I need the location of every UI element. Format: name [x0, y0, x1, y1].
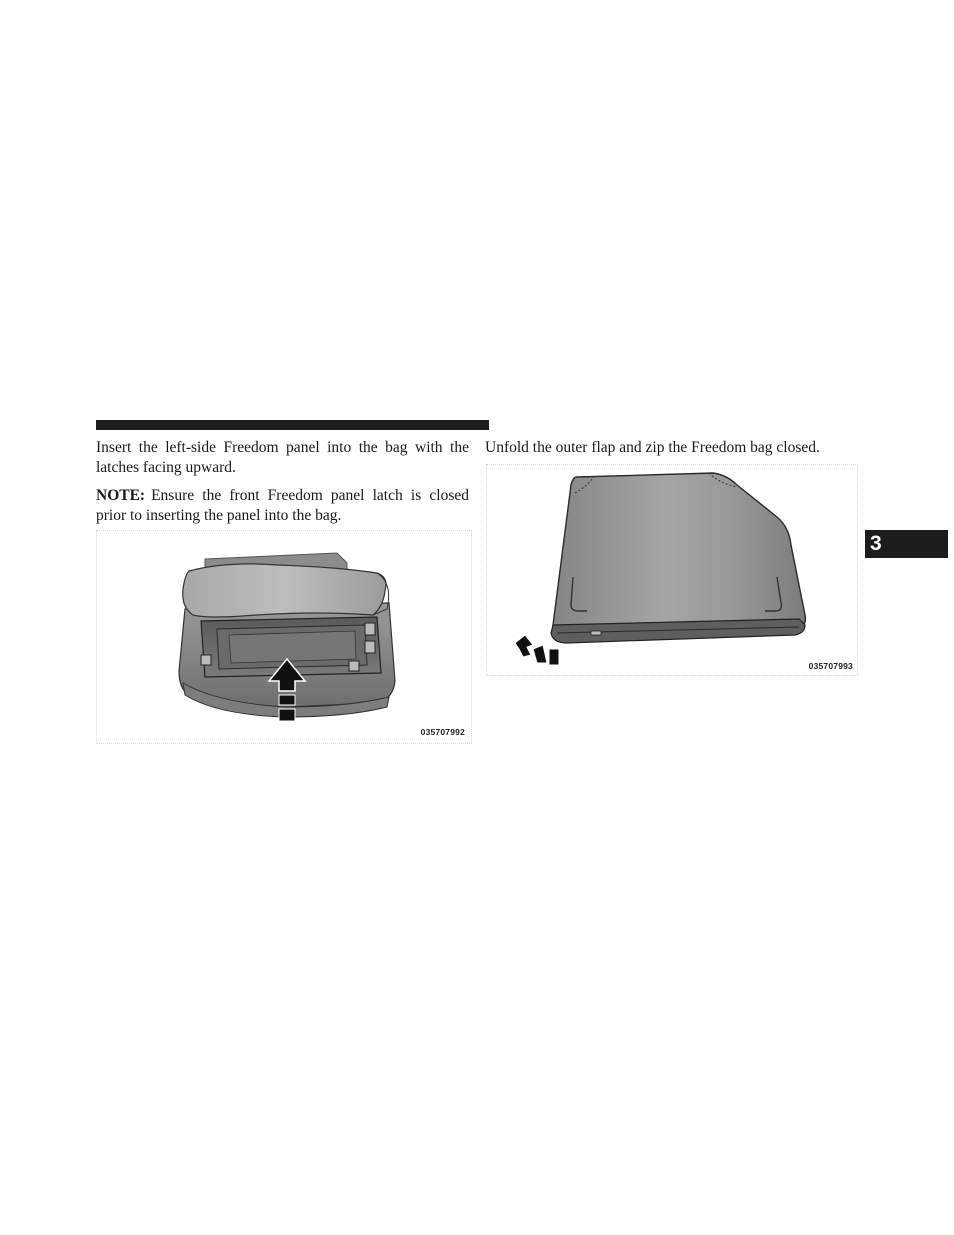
- note-paragraph: [96, 486, 469, 525]
- chapter-number: 3: [870, 532, 882, 555]
- figure-code-left: 035707992: [420, 727, 465, 737]
- figure-insert-panel: [96, 530, 472, 744]
- instruction-right: Unfold the outer flap and zip the Freedom bag closed.: [485, 439, 820, 456]
- figure-code-right: 035707993: [808, 661, 853, 671]
- note-text: Ensure the front Freedom panel latch is closed prior to inserting the panel into the bag.: [96, 487, 469, 524]
- zip-bag-illustration: [487, 465, 857, 675]
- zipper-direction-arrows-icon: [515, 635, 559, 665]
- figure-zip-bag: [486, 464, 858, 676]
- section-divider-bar: [96, 420, 489, 430]
- chapter-tab: [865, 530, 948, 558]
- instruction-left: Insert the left-side Freedom panel into the bag with the latches facing upward.: [96, 439, 469, 476]
- note-label: NOTE:: [96, 487, 146, 504]
- insert-panel-illustration: [97, 531, 471, 743]
